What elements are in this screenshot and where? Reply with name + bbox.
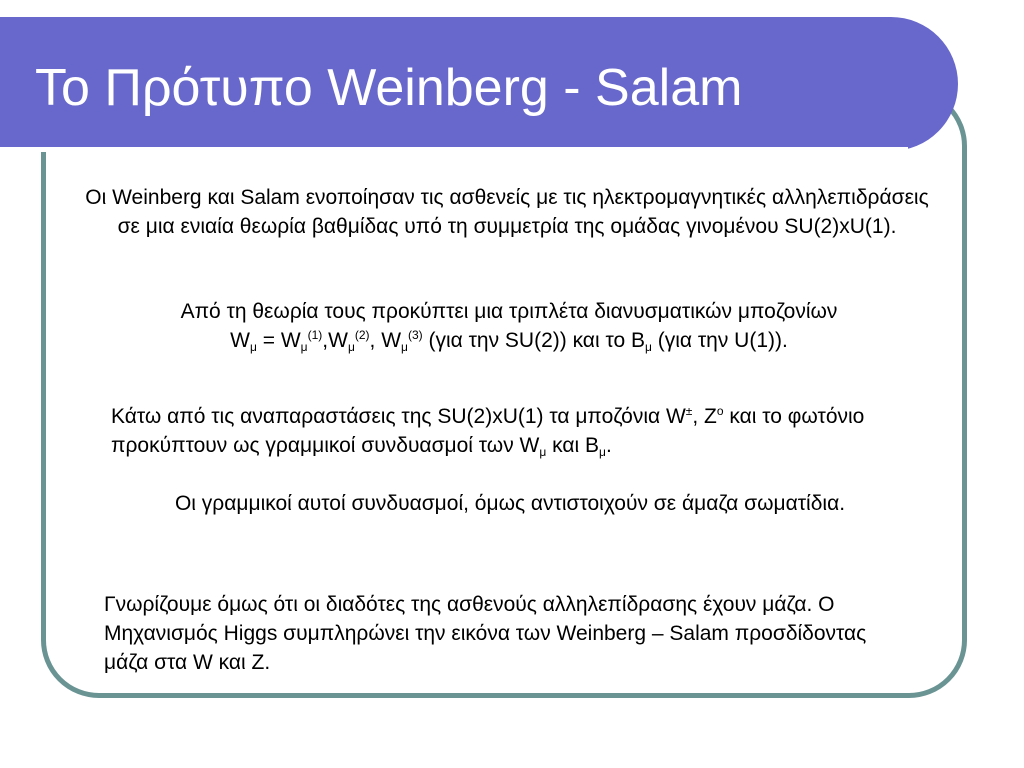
b-mu-index: μ bbox=[644, 340, 652, 354]
plus-minus-superscript: ± bbox=[685, 404, 693, 418]
paragraph-linear-combinations bbox=[111, 402, 911, 460]
paragraph-triplet bbox=[84, 297, 934, 355]
b-symbol: B bbox=[630, 329, 645, 352]
w2-superscript: (2) bbox=[354, 328, 370, 342]
w2-mu-index: μ bbox=[347, 340, 355, 354]
triplet-intro-text: Από τη θεωρία τους προκύπτει μια τριπλέτα διανυσματικών μποζονίων bbox=[180, 300, 838, 323]
w3-mu-index: μ bbox=[401, 340, 408, 354]
paragraph-unification: Οι Weinberg και Salam ενοποίησαν τις ασθενείς με τις ηλεκτρομαγνητικές αλληλεπιδράσεις σε μια ενιαία θεωρία βαθμίδας υπό τη συμμετρία της ομάδας γινομένου SU(2)xU(1). bbox=[85, 186, 929, 238]
title-bar bbox=[0, 17, 958, 151]
w1-superscript: (1) bbox=[307, 328, 323, 342]
period: . bbox=[605, 434, 612, 457]
equals-sign: = bbox=[256, 329, 281, 352]
z-text: , Z bbox=[692, 405, 717, 428]
u1-note: (για την U(1)). bbox=[651, 329, 788, 352]
mu-index: μ bbox=[249, 340, 257, 354]
su2-note: (για την SU(2)) και το bbox=[422, 329, 631, 352]
w1-symbol: W bbox=[280, 329, 301, 352]
paragraph-higgs: Γνωρίζουμε όμως ότι οι διαδότες της ασθενούς αλληλεπίδρασης έχουν μάζα. Ο Μηχανισμός Higgs συμπληρώνει την εικόνα των Weinberg – Salam προσδίδοντας μάζα στα W και Z. bbox=[104, 593, 867, 674]
w3-symbol: W bbox=[381, 329, 402, 352]
w3-superscript: (3) bbox=[407, 328, 423, 342]
b-mu-index-2: μ bbox=[599, 445, 606, 459]
w-mu-index: μ bbox=[539, 445, 547, 459]
and-b-text: και B bbox=[546, 434, 600, 457]
slide-title: Το Πρότυπο Weinberg - Salam bbox=[35, 59, 743, 117]
comma-1: , bbox=[322, 329, 329, 352]
photon-text: και το φωτόνιο προκύπτουν ως γραμμικοί συνδυασμοί των W bbox=[111, 405, 865, 457]
paragraph-massless: Οι γραμμικοί αυτοί συνδυασμοί, όμως αντιστοιχούν σε άμαζα σωματίδια. bbox=[174, 492, 846, 515]
w-symbol: W bbox=[230, 329, 250, 352]
comma-2: , bbox=[369, 329, 382, 352]
w1-mu-index: μ bbox=[300, 340, 308, 354]
w2-symbol: W bbox=[328, 329, 348, 352]
z-superscript: o bbox=[716, 404, 724, 418]
title-underline bbox=[0, 147, 908, 152]
bosons-text: Κάτω από τις αναπαραστάσεις της SU(2)xU(1) τα μποζόνια W bbox=[111, 405, 686, 428]
